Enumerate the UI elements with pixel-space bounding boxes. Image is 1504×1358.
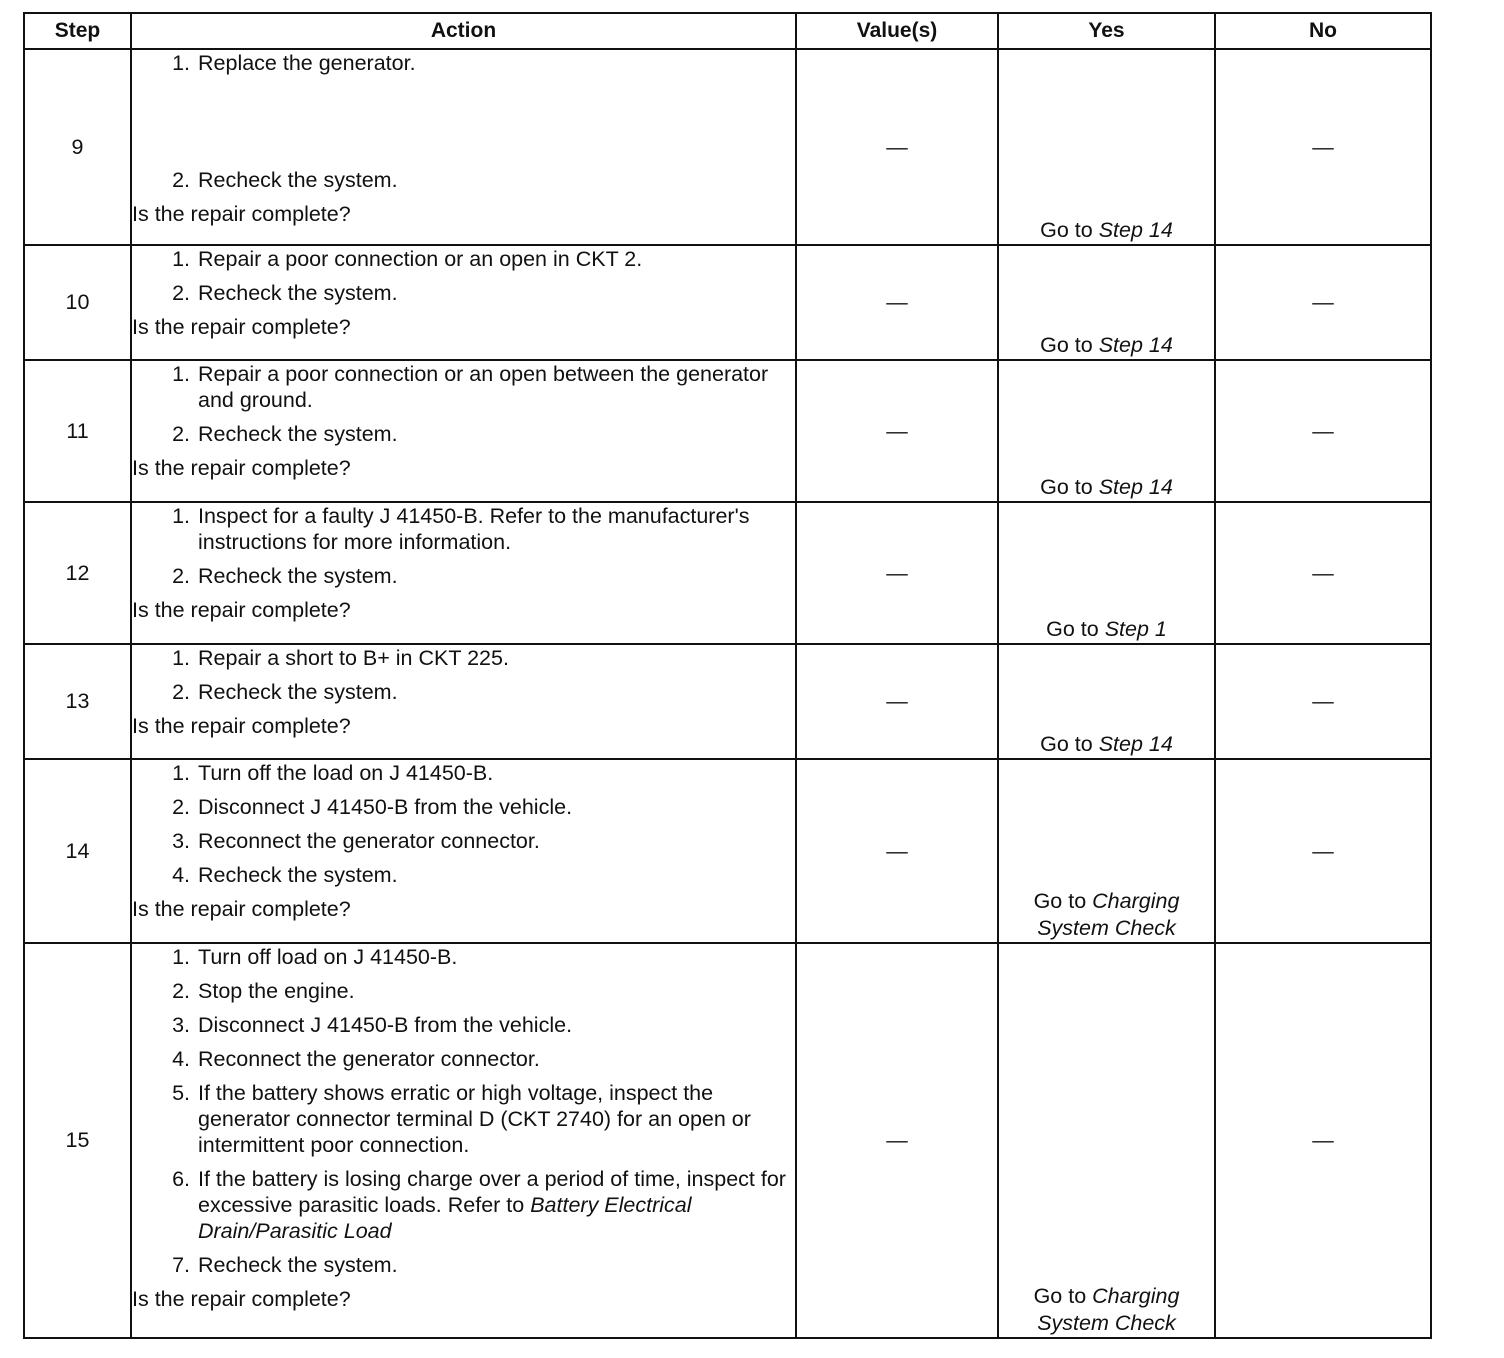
action-item bbox=[132, 1012, 795, 1038]
action-cell bbox=[131, 502, 796, 644]
no-cell: — bbox=[1215, 644, 1431, 759]
action-item bbox=[132, 503, 795, 555]
action-item-number: 1. bbox=[172, 761, 190, 785]
value-cell: — bbox=[796, 245, 998, 360]
action-item-text: Recheck the system. bbox=[198, 863, 398, 887]
no-cell: — bbox=[1215, 502, 1431, 644]
yes-reference: System Check bbox=[1037, 1311, 1176, 1335]
no-cell: — bbox=[1215, 245, 1431, 360]
yes-prefix: Go to bbox=[1033, 1284, 1087, 1308]
value-cell: — bbox=[796, 644, 998, 759]
action-item-text: Repair a poor connection or an open between the generator and ground. bbox=[198, 362, 769, 412]
value-cell: — bbox=[796, 49, 998, 245]
yes-reference: Charging bbox=[1092, 1284, 1180, 1308]
action-item-number: 2. bbox=[172, 281, 190, 305]
header-step: Step bbox=[24, 13, 131, 49]
action-question: Is the repair complete? bbox=[132, 1287, 351, 1311]
value-cell: — bbox=[796, 502, 998, 644]
table-row bbox=[24, 759, 1431, 943]
action-item-number: 3. bbox=[172, 829, 190, 853]
no-cell: — bbox=[1215, 49, 1431, 245]
yes-reference: Step 14 bbox=[1098, 218, 1173, 242]
action-item-text: Recheck the system. bbox=[198, 1253, 398, 1277]
action-item bbox=[132, 645, 795, 671]
action-item bbox=[132, 421, 795, 447]
action-item-text bbox=[198, 1166, 795, 1244]
yes-cell bbox=[998, 49, 1215, 245]
table-row bbox=[24, 245, 1431, 360]
action-item-text: Recheck the system. bbox=[198, 168, 398, 192]
action-cell bbox=[131, 360, 796, 502]
action-item bbox=[132, 1166, 795, 1244]
action-question: Is the repair complete? bbox=[132, 897, 351, 921]
action-item-number: 1. bbox=[172, 247, 190, 271]
action-question: Is the repair complete? bbox=[132, 202, 351, 226]
action-question: Is the repair complete? bbox=[132, 456, 351, 480]
action-list bbox=[132, 50, 795, 193]
table-row bbox=[24, 943, 1431, 1338]
action-item bbox=[132, 978, 795, 1004]
action-item bbox=[132, 862, 795, 888]
yes-prefix: Go to bbox=[1033, 889, 1087, 913]
action-item bbox=[132, 246, 795, 272]
action-item bbox=[132, 1252, 795, 1278]
action-item bbox=[132, 563, 795, 589]
action-item-text: Replace the generator. bbox=[198, 51, 416, 75]
action-item-text: Recheck the system. bbox=[198, 281, 398, 305]
yes-prefix: Go to bbox=[1040, 732, 1093, 756]
action-item-text: Recheck the system. bbox=[198, 564, 398, 588]
header-row bbox=[24, 13, 1431, 49]
action-item-number: 1. bbox=[172, 51, 190, 75]
action-item-text: Reconnect the generator connector. bbox=[198, 829, 540, 853]
blank-space bbox=[132, 84, 795, 159]
action-item-number: 4. bbox=[172, 863, 190, 887]
action-item bbox=[132, 944, 795, 970]
action-cell bbox=[131, 245, 796, 360]
yes-reference: Step 14 bbox=[1098, 475, 1173, 499]
action-question: Is the repair complete? bbox=[132, 598, 351, 622]
action-item bbox=[132, 1080, 795, 1158]
action-item bbox=[132, 679, 795, 705]
yes-reference: Step 14 bbox=[1098, 732, 1173, 756]
action-item bbox=[132, 828, 795, 854]
action-item-text: Disconnect J 41450-B from the vehicle. bbox=[198, 795, 573, 819]
action-list bbox=[132, 760, 795, 888]
yes-prefix: Go to bbox=[1040, 475, 1093, 499]
yes-cell bbox=[998, 644, 1215, 759]
action-item-text: Recheck the system. bbox=[198, 680, 398, 704]
action-item-text: If the battery shows erratic or high voltage, inspect the generator connector terminal D (CKT 2740) for an open or intermittent poor connection. bbox=[198, 1081, 751, 1157]
action-item-number: 2. bbox=[172, 564, 190, 588]
table-row bbox=[24, 49, 1431, 245]
action-item bbox=[132, 50, 795, 76]
action-item-number: 6. bbox=[172, 1167, 190, 1191]
yes-reference: Charging bbox=[1092, 889, 1180, 913]
action-item-text: Disconnect J 41450-B from the vehicle. bbox=[198, 1013, 573, 1037]
no-cell: — bbox=[1215, 943, 1431, 1338]
value-cell: — bbox=[796, 360, 998, 502]
table-row bbox=[24, 502, 1431, 644]
yes-reference: System Check bbox=[1037, 916, 1176, 940]
action-item-number: 5. bbox=[172, 1081, 190, 1105]
action-list bbox=[132, 944, 795, 1278]
yes-reference: Step 14 bbox=[1098, 333, 1173, 357]
action-item-text: Recheck the system. bbox=[198, 422, 398, 446]
action-item-text: Turn off the load on J 41450-B. bbox=[198, 761, 494, 785]
header-values: Value(s) bbox=[796, 13, 998, 49]
header-action: Action bbox=[131, 13, 796, 49]
action-item bbox=[132, 1046, 795, 1072]
yes-cell bbox=[998, 759, 1215, 943]
action-item-text: Repair a poor connection or an open in CKT 2. bbox=[198, 247, 643, 271]
action-item-number: 1. bbox=[172, 504, 190, 528]
table-row bbox=[24, 360, 1431, 502]
action-item-number: 2. bbox=[172, 422, 190, 446]
table-row bbox=[24, 644, 1431, 759]
step-number: 15 bbox=[24, 943, 131, 1338]
action-item-number: 2. bbox=[172, 979, 190, 1003]
diagnostic-table bbox=[23, 12, 1432, 1339]
action-item-text: Stop the engine. bbox=[198, 979, 355, 1003]
yes-cell bbox=[998, 360, 1215, 502]
step-number: 9 bbox=[24, 49, 131, 245]
action-list bbox=[132, 503, 795, 589]
step-number: 11 bbox=[24, 360, 131, 502]
action-cell bbox=[131, 759, 796, 943]
no-cell: — bbox=[1215, 360, 1431, 502]
action-item-number: 2. bbox=[172, 795, 190, 819]
action-item bbox=[132, 794, 795, 820]
action-item-number: 7. bbox=[172, 1253, 190, 1277]
yes-prefix: Go to bbox=[1040, 333, 1093, 357]
header-no: No bbox=[1215, 13, 1431, 49]
step-number: 13 bbox=[24, 644, 131, 759]
action-question: Is the repair complete? bbox=[132, 315, 351, 339]
step-number: 14 bbox=[24, 759, 131, 943]
action-item-number: 1. bbox=[172, 646, 190, 670]
action-list bbox=[132, 246, 795, 306]
yes-prefix: Go to bbox=[1046, 617, 1099, 641]
action-cell bbox=[131, 644, 796, 759]
action-item bbox=[132, 280, 795, 306]
action-item bbox=[132, 760, 795, 786]
action-item-text: Reconnect the generator connector. bbox=[198, 1047, 540, 1071]
action-item-text: Inspect for a faulty J 41450-B. Refer to the manufacturer's instructions for more information. bbox=[198, 504, 750, 554]
action-item-number: 3. bbox=[172, 1013, 190, 1037]
action-item-number: 2. bbox=[172, 680, 190, 704]
action-list bbox=[132, 645, 795, 705]
action-item-text: Turn off load on J 41450-B. bbox=[198, 945, 458, 969]
action-cell bbox=[131, 943, 796, 1338]
action-item-text: Repair a short to B+ in CKT 225. bbox=[198, 646, 509, 670]
yes-reference: Step 1 bbox=[1104, 617, 1167, 641]
step-number: 10 bbox=[24, 245, 131, 360]
action-item-number: 1. bbox=[172, 362, 190, 386]
yes-cell bbox=[998, 943, 1215, 1338]
header-yes: Yes bbox=[998, 13, 1215, 49]
manual-reference-link: Battery Electrical Drain/Parasitic Load bbox=[198, 1193, 692, 1243]
action-item bbox=[132, 361, 795, 413]
yes-cell bbox=[998, 245, 1215, 360]
action-item-number: 1. bbox=[172, 945, 190, 969]
yes-prefix: Go to bbox=[1040, 218, 1093, 242]
action-item bbox=[132, 167, 795, 193]
action-cell bbox=[131, 49, 796, 245]
action-list bbox=[132, 361, 795, 447]
action-question: Is the repair complete? bbox=[132, 714, 351, 738]
action-item-number: 2. bbox=[172, 168, 190, 192]
action-item-text-part: If the battery is losing charge over a period of time, inspect for excessive parasitic loads. Refer to bbox=[198, 1167, 786, 1217]
value-cell: — bbox=[796, 943, 998, 1338]
value-cell: — bbox=[796, 759, 998, 943]
step-number: 12 bbox=[24, 502, 131, 644]
yes-cell bbox=[998, 502, 1215, 644]
no-cell: — bbox=[1215, 759, 1431, 943]
action-item-number: 4. bbox=[172, 1047, 190, 1071]
